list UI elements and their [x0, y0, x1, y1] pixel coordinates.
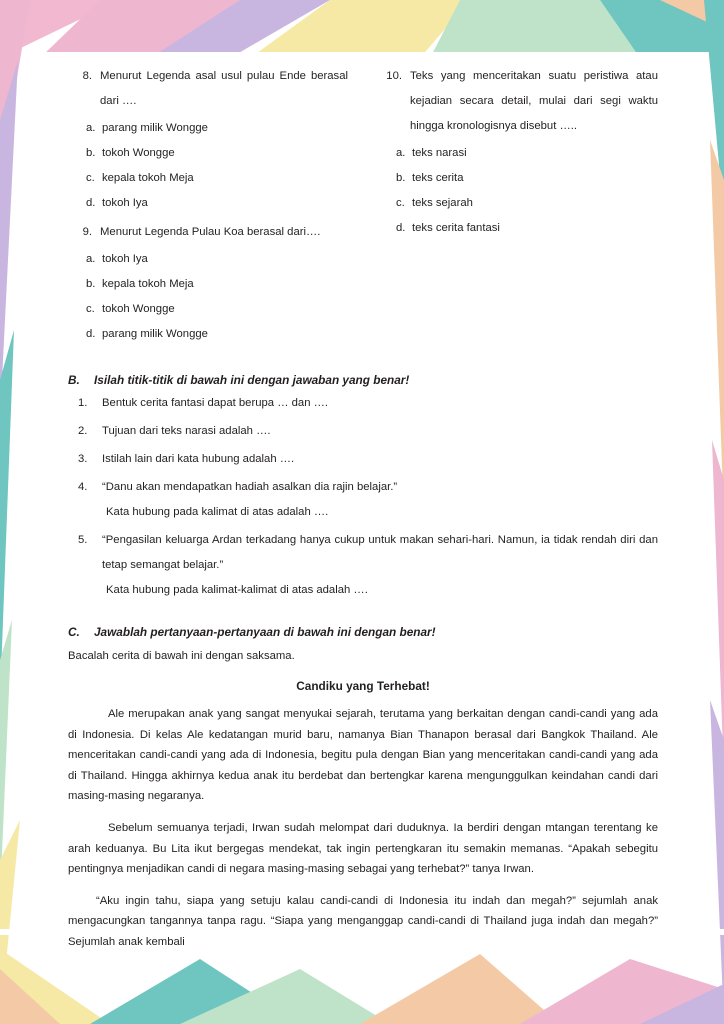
section-c-heading — [68, 625, 658, 639]
option-marker: d. — [86, 197, 96, 209]
option-list — [68, 247, 348, 347]
option-marker: a. — [86, 253, 96, 265]
item-text: Istilah lain dari kata hubung adalah …. — [102, 453, 295, 465]
section-c-title: Jawablah pertanyaan-pertanyaan di bawah ini dengan benar! — [94, 625, 436, 639]
item-text: Bentuk cerita fantasi dapat berupa … dan …. — [102, 397, 329, 409]
option-marker: c. — [396, 197, 405, 209]
option-item[interactable] — [378, 191, 658, 216]
mcq-left-column — [68, 64, 348, 351]
list-item — [68, 391, 658, 416]
option-item[interactable] — [68, 141, 348, 166]
section-b-heading — [68, 373, 658, 387]
question-text: Menurut Legenda Pulau Koa berasal dari…. — [100, 226, 321, 238]
option-marker: a. — [86, 122, 96, 134]
option-label: teks sejarah — [412, 197, 473, 209]
item-text-line1: “Pengasilan keluarga Ardan terkadang hanya cukup untuk makan sehari-hari. Namun, ia tidak rendah diri dan tetap semangat belajar.” — [102, 534, 658, 571]
item-text-line2: Kata hubung pada kalimat di atas adalah …. — [106, 506, 329, 518]
option-item[interactable] — [378, 141, 658, 166]
option-label: tokoh Wongge — [102, 303, 175, 315]
list-item — [68, 419, 658, 444]
question-number: 8. — [82, 70, 92, 82]
option-label: parang milik Wongge — [102, 328, 208, 340]
item-text-block — [102, 528, 658, 603]
multiple-choice-section — [68, 64, 658, 351]
option-list — [68, 116, 348, 216]
option-item[interactable] — [68, 272, 348, 297]
item-number: 1. — [78, 397, 88, 409]
list-item — [68, 475, 658, 525]
section-b-title: Isilah titik-titik di bawah ini dengan jawaban yang benar! — [94, 373, 410, 387]
option-label: kepala tokoh Meja — [102, 172, 194, 184]
option-label: tokoh Iya — [102, 197, 148, 209]
option-item[interactable] — [68, 191, 348, 216]
item-text-line1: “Danu akan mendapatkan hadiah asalkan dia rajin belajar.” — [102, 481, 398, 493]
option-marker: a. — [396, 147, 406, 159]
option-label: parang milik Wongge — [102, 122, 208, 134]
option-label: teks cerita fantasi — [412, 222, 500, 234]
story-paragraph: Ale merupakan anak yang sangat menyukai sejarah, terutama yang berkaitan dengan candi-candi yang ada di Indonesia. Di kelas Ale kedatangan murid baru, namanya Bian Thanapon berasal dari Bangkok Thailand. Ale menceritakan candi-candi yang ada di Indonesia, begitu pula dengan Bian yang menceritakan candi-candi yang ada di Thailand. Hingga akhirnya kedua anak itu berdebat dan bertengkar karena mengunggulkan keindahan candi dari masing-masing negaranya. — [68, 708, 658, 803]
option-marker: d. — [396, 222, 406, 234]
item-number: 5. — [78, 534, 88, 546]
option-label: kepala tokoh Meja — [102, 278, 194, 290]
option-item[interactable] — [378, 166, 658, 191]
item-number: 2. — [78, 425, 88, 437]
option-list — [378, 141, 658, 241]
item-number: 3. — [78, 453, 88, 465]
option-marker: b. — [86, 278, 96, 290]
option-item[interactable] — [68, 322, 348, 347]
story-paragraph: Sebelum semuanya terjadi, Irwan sudah melompat dari duduknya. Ia berdiri dengan mtangan terentang ke arah keduanya. Bu Lita ikut bergegas mendekat, tak ingin pertengkaran itu semakin memanas. “Apakah sebegitu pentingnya menjadikan candi di negara masing-masing sebagai yang terhebat?” tanya Irwan. — [68, 822, 658, 876]
story-paragraph: “Aku ingin tahu, siapa yang setuju kalau candi-candi di Indonesia itu indah dan megah?” sejumlah anak mengacungkan tangannya tanpa ragu. “Siapa yang menganggap candi-candi di Thailand juga indah dan megah?” Sejumlah anak kembali — [68, 894, 658, 948]
option-marker: d. — [86, 328, 96, 340]
story-title: Candiku yang Terhebat! — [296, 679, 430, 693]
list-item — [68, 447, 658, 472]
option-label: teks cerita — [412, 172, 464, 184]
option-item[interactable] — [378, 216, 658, 241]
document-content — [68, 64, 658, 954]
option-marker: c. — [86, 172, 95, 184]
option-item[interactable] — [68, 116, 348, 141]
option-item[interactable] — [68, 247, 348, 272]
item-text-block — [102, 475, 658, 525]
option-label: tokoh Iya — [102, 253, 148, 265]
option-label: tokoh Wongge — [102, 147, 175, 159]
section-b-letter: B. — [68, 373, 80, 387]
option-marker: b. — [396, 172, 406, 184]
question-text: Teks yang menceritakan suatu peristiwa atau kejadian secara detail, mulai dari segi waktu hingga kronologisnya disebut ….. — [410, 70, 658, 132]
option-label: teks narasi — [412, 147, 467, 159]
option-item[interactable] — [68, 166, 348, 191]
item-number: 4. — [78, 481, 88, 493]
section-b — [68, 373, 658, 603]
section-c-instruction: Bacalah cerita di bawah ini dengan saksama. — [68, 650, 295, 662]
question-item — [68, 220, 348, 347]
list-item — [68, 528, 658, 603]
item-text: Tujuan dari teks narasi adalah …. — [102, 425, 271, 437]
question-text: Menurut Legenda asal usul pulau Ende berasal dari …. — [100, 70, 348, 107]
section-c-letter: C. — [68, 625, 80, 639]
option-item[interactable] — [68, 297, 348, 322]
question-item — [68, 64, 348, 216]
option-marker: b. — [86, 147, 96, 159]
section-c — [68, 625, 658, 952]
option-marker: c. — [86, 303, 95, 315]
question-item — [378, 64, 658, 241]
question-number: 10. — [386, 70, 402, 82]
mcq-right-column — [378, 64, 658, 351]
section-b-list — [68, 391, 658, 603]
question-number: 9. — [82, 226, 92, 238]
item-text-line2: Kata hubung pada kalimat-kalimat di atas adalah …. — [106, 584, 368, 596]
